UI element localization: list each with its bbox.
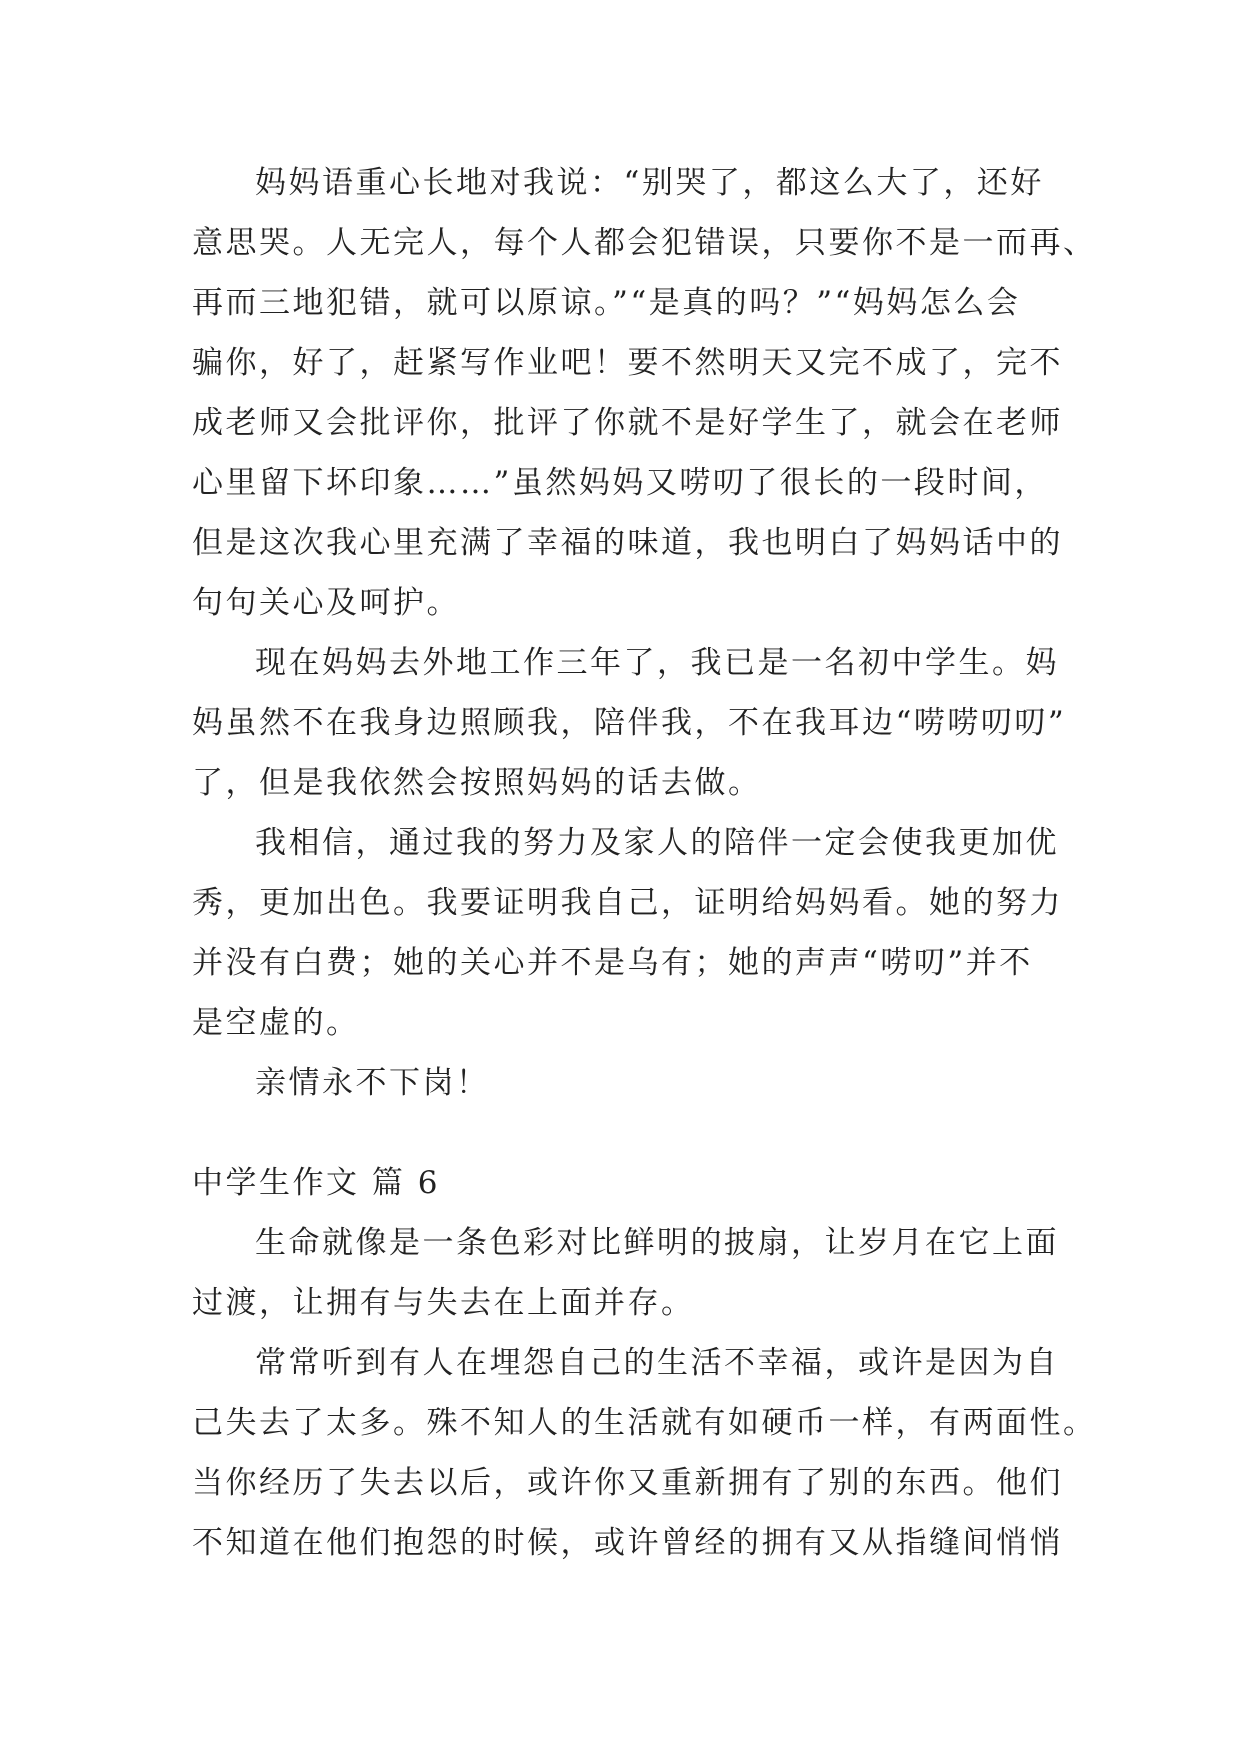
paragraph-line: 了，但是我依然会按照妈妈的话去做。 [192,765,762,801]
paragraph-line: 句句关心及呵护。 [192,585,460,621]
paragraph-line: 意思哭。人无完人，每个人都会犯错误，只要你不是一而再、 [192,225,1097,261]
paragraph-line: 亲情永不下岗！ [255,1065,490,1101]
paragraph-line: 不知道在他们抱怨的时候，或许曾经的拥有又从指缝间悄悄 [192,1525,1063,1561]
paragraph-line: 过渡，让拥有与失去在上面并存。 [192,1285,695,1321]
paragraph-line: 常常听到有人在埋怨自己的生活不幸福，或许是因为自 [255,1345,1059,1381]
paragraph-line: 己失去了太多。殊不知人的生活就有如硬币一样，有两面性。 [192,1405,1097,1441]
paragraph-line: 成老师又会批评你，批评了你就不是好学生了，就会在老师 [192,405,1063,441]
paragraph-line: 妈妈语重心长地对我说：“别哭了，都这么大了，还好 [255,165,1044,201]
paragraph-line: 秀，更加出色。我要证明我自己，证明给妈妈看。她的努力 [192,885,1063,921]
paragraph-line: 骗你，好了，赶紧写作业吧！要不然明天又完不成了，完不 [192,345,1063,381]
paragraph-line: 我相信，通过我的努力及家人的陪伴一定会使我更加优 [255,825,1059,861]
paragraph-line: 并没有白费；她的关心并不是乌有；她的声声“唠叨”并不 [192,945,1033,981]
section-heading: 中学生作文 篇 6 [192,1165,440,1201]
paragraph-line: 是空虚的。 [192,1005,360,1041]
paragraph-line: 心里留下坏印象……”虽然妈妈又唠叨了很长的一段时间， [192,465,1048,501]
paragraph-line: 当你经历了失去以后，或许你又重新拥有了别的东西。他们 [192,1465,1063,1501]
paragraph-line: 妈虽然不在我身边照顾我，陪伴我，不在我耳边“唠唠叨叨” [192,705,1067,741]
paragraph-line: 现在妈妈去外地工作三年了，我已是一名初中学生。妈 [255,645,1059,681]
paragraph-line: 生命就像是一条色彩对比鲜明的披扇，让岁月在它上面 [255,1225,1059,1261]
paragraph-line: 但是这次我心里充满了幸福的味道，我也明白了妈妈话中的 [192,525,1063,561]
paragraph-line: 再而三地犯错，就可以原谅。”“是真的吗？”“妈妈怎么会 [192,285,1021,321]
